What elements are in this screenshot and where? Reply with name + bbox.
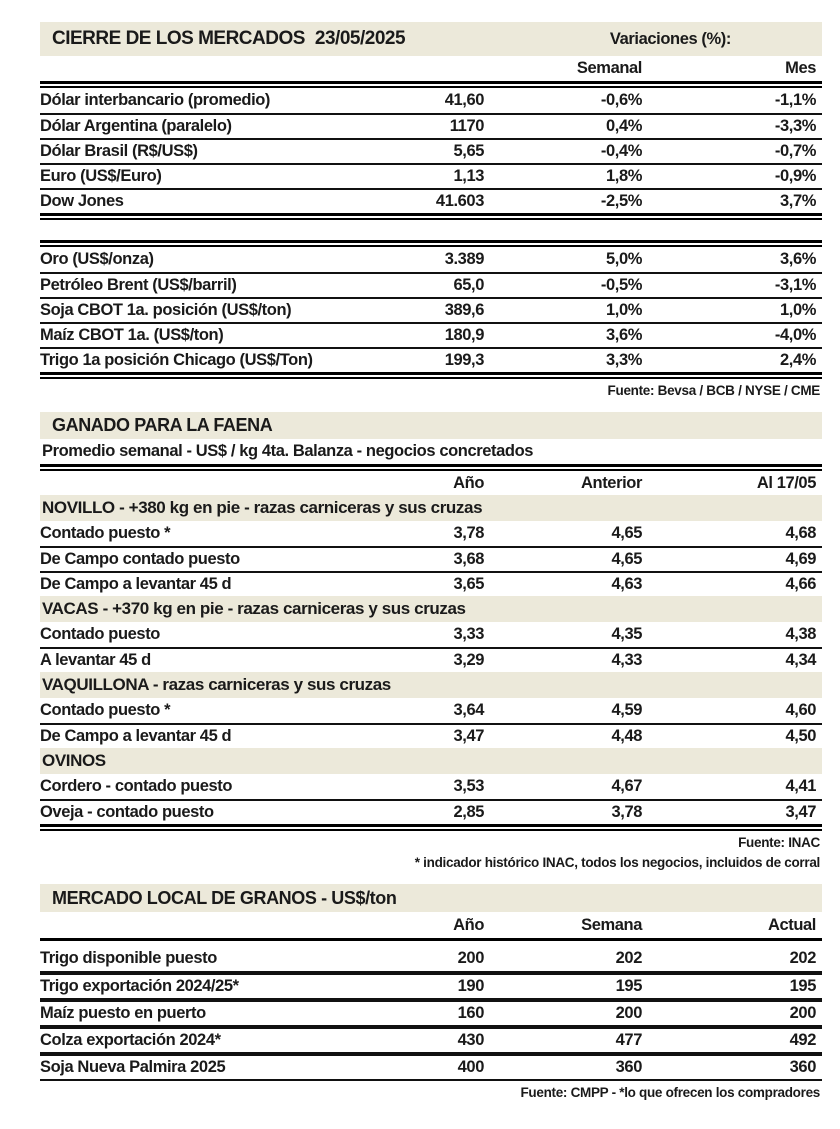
row-weekly-variation: -0,6% [600, 91, 642, 109]
livestock-source: Fuente: INAC [738, 835, 820, 850]
row-al-17-05: 4,41 [785, 777, 816, 795]
table-row [40, 946, 822, 973]
row-label: Contado puesto [40, 625, 160, 643]
table-row [40, 1054, 822, 1081]
row-anterior: 4,48 [611, 727, 642, 745]
table-row [40, 163, 822, 188]
livestock-group-rows [40, 622, 822, 672]
row-semana: 200 [615, 1004, 642, 1022]
table-row [40, 297, 822, 322]
livestock-section [40, 412, 822, 870]
row-weekly-variation: 1,0% [605, 301, 642, 319]
row-ano: 190 [457, 977, 484, 995]
row-monthly-variation: 3,6% [779, 250, 816, 268]
table-row [40, 138, 822, 163]
markets-title-band [40, 22, 822, 56]
col-header-actual: Actual [767, 915, 816, 934]
row-label: Trigo exportación 2024/25* [40, 977, 239, 995]
table-row [40, 247, 822, 272]
row-label: Trigo disponible puesto [40, 949, 217, 967]
row-label: A levantar 45 d [40, 651, 151, 669]
row-anterior: 4,35 [611, 625, 642, 643]
row-al-17-05: 4,68 [785, 524, 816, 542]
row-al-17-05: 3,47 [785, 803, 816, 821]
table-row [40, 347, 822, 372]
row-ano: 3,33 [453, 625, 484, 643]
livestock-group-band [40, 672, 822, 698]
row-ano: 3,29 [453, 651, 484, 669]
table-row [40, 1027, 822, 1054]
livestock-groups [40, 495, 822, 824]
row-value: 199,3 [444, 351, 484, 369]
grains-title: MERCADO LOCAL DE GRANOS - US$/ton [52, 887, 397, 908]
table-row [40, 1000, 822, 1027]
table-row [40, 647, 822, 672]
markets-date: 23/05/2025 [314, 28, 406, 49]
row-actual: 492 [789, 1031, 816, 1049]
livestock-group-band [40, 748, 822, 774]
livestock-group-title: VACAS - +370 kg en pie - razas carniceras y sus cruzas [42, 599, 466, 618]
grains-title-band [40, 884, 822, 912]
col-header-ano: Año [453, 473, 484, 492]
row-weekly-variation: 1,8% [605, 167, 642, 185]
table-row [40, 799, 822, 824]
row-monthly-variation: -3,3% [774, 117, 816, 135]
livestock-title: GANADO PARA LA FAENA [52, 415, 273, 435]
grains-source: Fuente: CMPP - *lo que ofrecen los compradores [520, 1085, 820, 1100]
row-label: Oveja - contado puesto [40, 803, 214, 821]
row-label: Maíz CBOT 1a. (US$/ton) [40, 326, 224, 344]
heavy-rule [40, 824, 822, 831]
livestock-group-rows [40, 698, 822, 748]
row-label: Colza exportación 2024* [40, 1031, 221, 1049]
heavy-rule [40, 464, 822, 471]
row-label: Contado puesto * [40, 701, 171, 719]
row-label: Contado puesto * [40, 524, 171, 542]
row-label: Trigo 1a posición Chicago (US$/Ton) [40, 351, 313, 369]
row-al-17-05: 4,69 [785, 550, 816, 568]
row-ano: 200 [457, 949, 484, 967]
row-ano: 3,47 [453, 727, 484, 745]
row-value: 5,65 [453, 142, 484, 160]
row-label: Dólar Brasil (R$/US$) [40, 142, 198, 160]
row-ano: 160 [457, 1004, 484, 1022]
row-monthly-variation: -4,0% [774, 326, 816, 344]
markets-rows-commodities [40, 247, 822, 372]
table-row [40, 622, 822, 647]
col-header-semana: Semana [581, 915, 642, 934]
markets-title: CIERRE DE LOS MERCADOS [52, 28, 305, 49]
row-semana: 477 [615, 1031, 642, 1049]
table-row [40, 973, 822, 1000]
table-row [40, 723, 822, 748]
row-weekly-variation: -0,5% [600, 276, 642, 294]
row-monthly-variation: 2,4% [779, 351, 816, 369]
row-label: De Campo contado puesto [40, 550, 240, 568]
row-value: 65,0 [453, 276, 484, 294]
row-weekly-variation: 3,6% [605, 326, 642, 344]
livestock-group-rows [40, 521, 822, 596]
row-al-17-05: 4,38 [785, 625, 816, 643]
table-row [40, 571, 822, 596]
row-actual: 200 [789, 1004, 816, 1022]
report-sheet [40, 22, 822, 1102]
row-actual: 195 [789, 977, 816, 995]
row-ano: 2,85 [453, 803, 484, 821]
table-row [40, 698, 822, 723]
heavy-rule [40, 81, 822, 88]
livestock-group [40, 495, 822, 596]
row-label: Dólar Argentina (paralelo) [40, 117, 232, 135]
row-ano: 3,68 [453, 550, 484, 568]
row-ano: 3,78 [453, 524, 484, 542]
row-al-17-05: 4,34 [785, 651, 816, 669]
livestock-group [40, 672, 822, 748]
table-row [40, 113, 822, 138]
row-label: Dólar interbancario (promedio) [40, 91, 271, 109]
row-ano: 3,65 [453, 575, 484, 593]
grains-rows [40, 941, 822, 1081]
row-weekly-variation: -2,5% [600, 192, 642, 210]
table-row [40, 322, 822, 347]
grains-section [40, 884, 822, 1102]
livestock-group-title: VAQUILLONA - razas carniceras y sus cruzas [42, 675, 391, 694]
grains-column-headers [40, 912, 822, 938]
markets-rows-currencies [40, 88, 822, 213]
row-anterior: 4,33 [611, 651, 642, 669]
livestock-group-rows [40, 774, 822, 824]
livestock-group [40, 748, 822, 824]
row-label: Soja CBOT 1a. posición (US$/ton) [40, 301, 292, 319]
table-row [40, 774, 822, 799]
row-value: 180,9 [444, 326, 484, 344]
table-row [40, 88, 822, 113]
row-weekly-variation: 5,0% [605, 250, 642, 268]
row-monthly-variation: -1,1% [774, 91, 816, 109]
row-anterior: 4,65 [611, 524, 642, 542]
livestock-group-band [40, 495, 822, 521]
row-value: 3.389 [444, 250, 484, 268]
table-row [40, 546, 822, 571]
row-monthly-variation: -3,1% [774, 276, 816, 294]
row-label: De Campo a levantar 45 d [40, 575, 232, 593]
row-monthly-variation: -0,9% [774, 167, 816, 185]
row-value: 1,13 [453, 167, 484, 185]
row-semana: 195 [615, 977, 642, 995]
heavy-rule [40, 213, 822, 220]
col-header-ano: Año [453, 915, 484, 934]
row-weekly-variation: 3,3% [605, 351, 642, 369]
row-al-17-05: 4,50 [785, 727, 816, 745]
livestock-group-title: NOVILLO - +380 kg en pie - razas carniceras y sus cruzas [42, 498, 483, 517]
markets-column-headers [40, 56, 822, 81]
row-label: Maíz puesto en puerto [40, 1004, 206, 1022]
table-row [40, 272, 822, 297]
row-label: De Campo a levantar 45 d [40, 727, 232, 745]
row-monthly-variation: 3,7% [779, 192, 816, 210]
livestock-subtitle: Promedio semanal - US$ / kg 4ta. Balanza - negocios concretados [42, 442, 534, 460]
row-anterior: 4,65 [611, 550, 642, 568]
row-label: Cordero - contado puesto [40, 777, 233, 795]
row-weekly-variation: -0,4% [600, 142, 642, 160]
row-anterior: 3,78 [611, 803, 642, 821]
row-monthly-variation: -0,7% [774, 142, 816, 160]
row-al-17-05: 4,66 [785, 575, 816, 593]
row-value: 41,60 [444, 91, 484, 109]
row-label: Euro (US$/Euro) [40, 167, 162, 185]
row-ano: 400 [457, 1058, 484, 1076]
col-header-al-17-05: Al 17/05 [756, 473, 816, 492]
row-al-17-05: 4,60 [785, 701, 816, 719]
row-ano: 430 [457, 1031, 484, 1049]
row-monthly-variation: 1,0% [779, 301, 816, 319]
row-label: Petróleo Brent (US$/barril) [40, 276, 237, 294]
markets-section [40, 22, 822, 400]
row-label: Dow Jones [40, 192, 124, 210]
row-ano: 3,53 [453, 777, 484, 795]
table-row [40, 188, 822, 213]
col-header-mes: Mes [785, 59, 816, 77]
table-row [40, 521, 822, 546]
row-anterior: 4,59 [611, 701, 642, 719]
row-label: Oro (US$/onza) [40, 250, 154, 268]
row-semana: 360 [615, 1058, 642, 1076]
livestock-group-title: OVINOS [42, 751, 106, 770]
livestock-column-headers [40, 471, 822, 495]
row-semana: 202 [615, 949, 642, 967]
col-header-semanal: Semanal [576, 59, 642, 77]
row-value: 41.603 [435, 192, 484, 210]
row-actual: 360 [789, 1058, 816, 1076]
row-value: 389,6 [444, 301, 484, 319]
row-actual: 202 [789, 949, 816, 967]
livestock-group-band [40, 596, 822, 622]
row-ano: 3,64 [453, 701, 484, 719]
livestock-footnote: * indicador histórico INAC, todos los negocios, incluidos de corral [414, 855, 820, 870]
livestock-group [40, 596, 822, 672]
row-value: 1170 [449, 117, 484, 135]
heavy-rule [40, 240, 822, 247]
row-weekly-variation: 0,4% [605, 117, 642, 135]
heavy-rule [40, 372, 822, 379]
row-anterior: 4,63 [611, 575, 642, 593]
group-spacer [40, 220, 822, 240]
row-anterior: 4,67 [611, 777, 642, 795]
variations-label: Variaciones (%): [609, 29, 731, 48]
livestock-title-band [40, 412, 822, 439]
col-header-anterior: Anterior [581, 473, 642, 492]
row-label: Soja Nueva Palmira 2025 [40, 1058, 226, 1076]
markets-source: Fuente: Bevsa / BCB / NYSE / CME [607, 383, 820, 398]
